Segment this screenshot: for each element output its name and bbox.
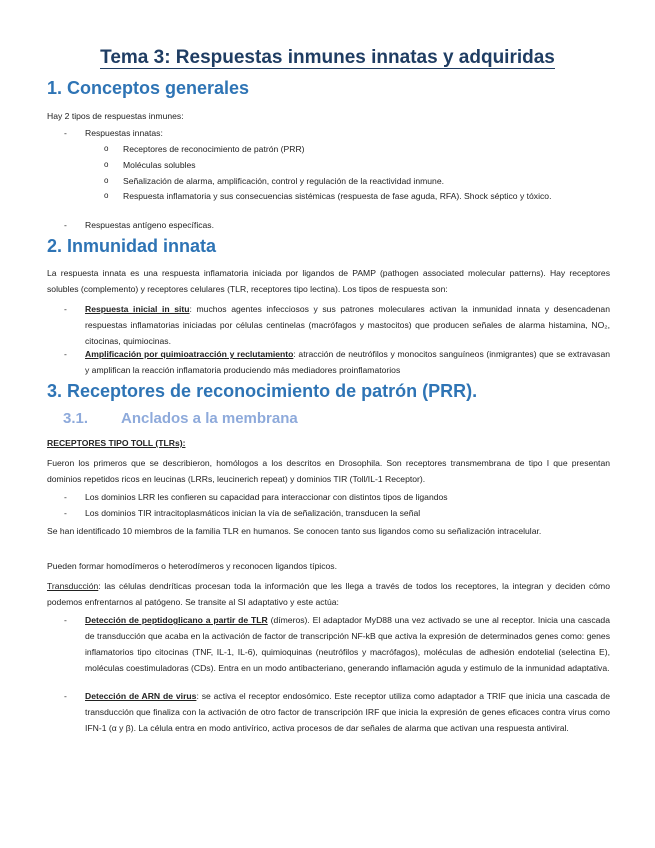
transduction-text: : las células dendríticas procesan toda la información que les llega a través de todos los receptores, la integran y deciden cómo podemos enfrentarnos al patógeno. Se transite al SI adaptativo y este actúa: [47,581,610,607]
dash-bullet: - [64,304,67,314]
tlr-paragraph-3: Pueden formar homodímeros o heterodímeros y reconocen ligandos típicos. [47,561,337,571]
tlr-paragraph-1: Fueron los primeros que se describieron, homólogos a los descritos en Drosophila. Son receptores transmembrana de tipo I que presentan dominios repetidos ricos en leucinas (LRRs, leucinerich repeat) y dominios TIR (Toll/IL-1 Receptor). [47,458,610,484]
dash-bullet: - [64,349,67,359]
s2-item-2 [85,346,610,378]
transduction-label: Transducción [47,581,99,591]
detection-rna-label: Detección de ARN de virus [85,691,197,701]
detection-rna [85,688,610,736]
dash-bullet: - [64,128,67,138]
s2-item-2-label: Amplificación por quimioatracción y reclutamiento [85,349,294,359]
s2-item-1-text: : muchos agentes infecciosos y sus patrones moleculares activan la inmunidad innata y desencadenan respuestas inflamatorias iniciadas por células centinelas (macrófagos y mastocitos) que producen señales de alarma histamina, NO₂, citocinas, quimiocinas. [85,304,610,346]
section-heading-innata: 2. Inmunidad innata [47,236,217,256]
dash-bullet: - [64,492,67,502]
tlr-paragraph-2: Se han identificado 10 miembros de la familia TLR en humanos. Se conocen tanto sus ligandos como su señalización intracelular. [47,526,542,536]
dash-bullet: - [64,220,67,230]
detection-peptidoglycan [85,612,610,676]
tlr-heading: RECEPTORES TIPO TOLL (TLRs): [47,438,186,448]
detection-peptidoglycan-text: (dímeros). El adaptador MyD88 una vez activado se une al receptor. Inicia una cascada de transducción que acaba en la activación de factor de transcripción NF-kB que activa la expresión de determinados genes como: genes inflamatorios tipo citocinas (TNF, IL-1, IL-6), quimioquinas (neutrófilos y macrófagos), moléculas de adhesión endotelial (selectina E), moléculas coestimuladoras (CDs). Entra en un modo antibacteriano, generando inflamación aguda y estimulo de la inmunidad adaptativa. [85,615,610,673]
circle-bullet: o [104,191,109,200]
tlr-bullet-2: Los dominios TIR intracitoplasmáticos inician la vía de señalización, transducen la señal [85,508,421,518]
transduction-paragraph [47,578,610,610]
dash-bullet: - [64,508,67,518]
circle-bullet: o [104,144,109,153]
circle-bullet: o [104,176,109,185]
document-title: Tema 3: Respuestas inmunes innatas y adquiridas [100,47,555,68]
detection-peptidoglycan-label: Detección de peptidoglicano a partir de TLR [85,615,268,625]
s1-sub-4: Respuesta inflamatoria y sus consecuencias sistémicas (respuesta de fase aguda, RFA). Shock séptico y tóxico. [123,191,552,201]
s1-adaptive: Respuestas antígeno específicas. [85,220,214,230]
s1-sub-3: Señalización de alarma, amplificación, control y regulación de la reactividad inmune. [123,176,445,186]
s1-sub-1: Receptores de reconocimiento de patrón (PRR) [123,144,305,154]
s2-item-1-label: Respuesta inicial in situ [85,304,190,314]
dash-bullet: - [64,691,67,701]
subsection-number: 3.1. [63,410,89,427]
dash-bullet: - [64,615,67,625]
s2-paragraph: La respuesta innata es una respuesta inflamatoria iniciada por ligandos de PAMP (pathogen associated molecular patterns). Hay receptores solubles (complemento) y receptores celulares (TLR, receptores tipo lectina). Los tipos de respuesta son: [47,268,610,294]
detection-rna-text: : se activa el receptor endosómico. Este receptor utiliza como adaptador a TRIF que inicia una cascada de transducción que finaliza con la activación de otro factor de transcripción IRF que inicia la expresión de genes eficaces contra virus como IFN-1 (α y β). La célula entra en modo antivírico, activa procesos de dar señales de alarma que activan una respuesta antiviral. [85,691,610,733]
s2-item-1 [85,301,610,349]
subsection-heading-membrana [63,410,298,427]
tlr-bullet-1: Los dominios LRR les confieren su capacidad para interaccionar con distintos tipos de ligandos [85,492,448,502]
circle-bullet: o [104,160,109,169]
subsection-title: Anclados a la membrana [121,410,298,427]
s1-innate: Respuestas innatas: [85,128,163,138]
section-heading-prr: 3. Receptores de reconocimiento de patrón (PRR). [47,381,478,401]
s1-intro: Hay 2 tipos de respuestas inmunes: [47,111,184,121]
s1-sub-2: Moléculas solubles [123,160,196,170]
s2-item-2-text: : atracción de neutrófilos y monocitos sanguíneos (inmigrantes) que se extravasan y amplifican la reacción inflamatoria produciendo más mediadores proinflamatorios [85,349,611,375]
section-heading-conceptos: 1. Conceptos generales [47,78,250,98]
